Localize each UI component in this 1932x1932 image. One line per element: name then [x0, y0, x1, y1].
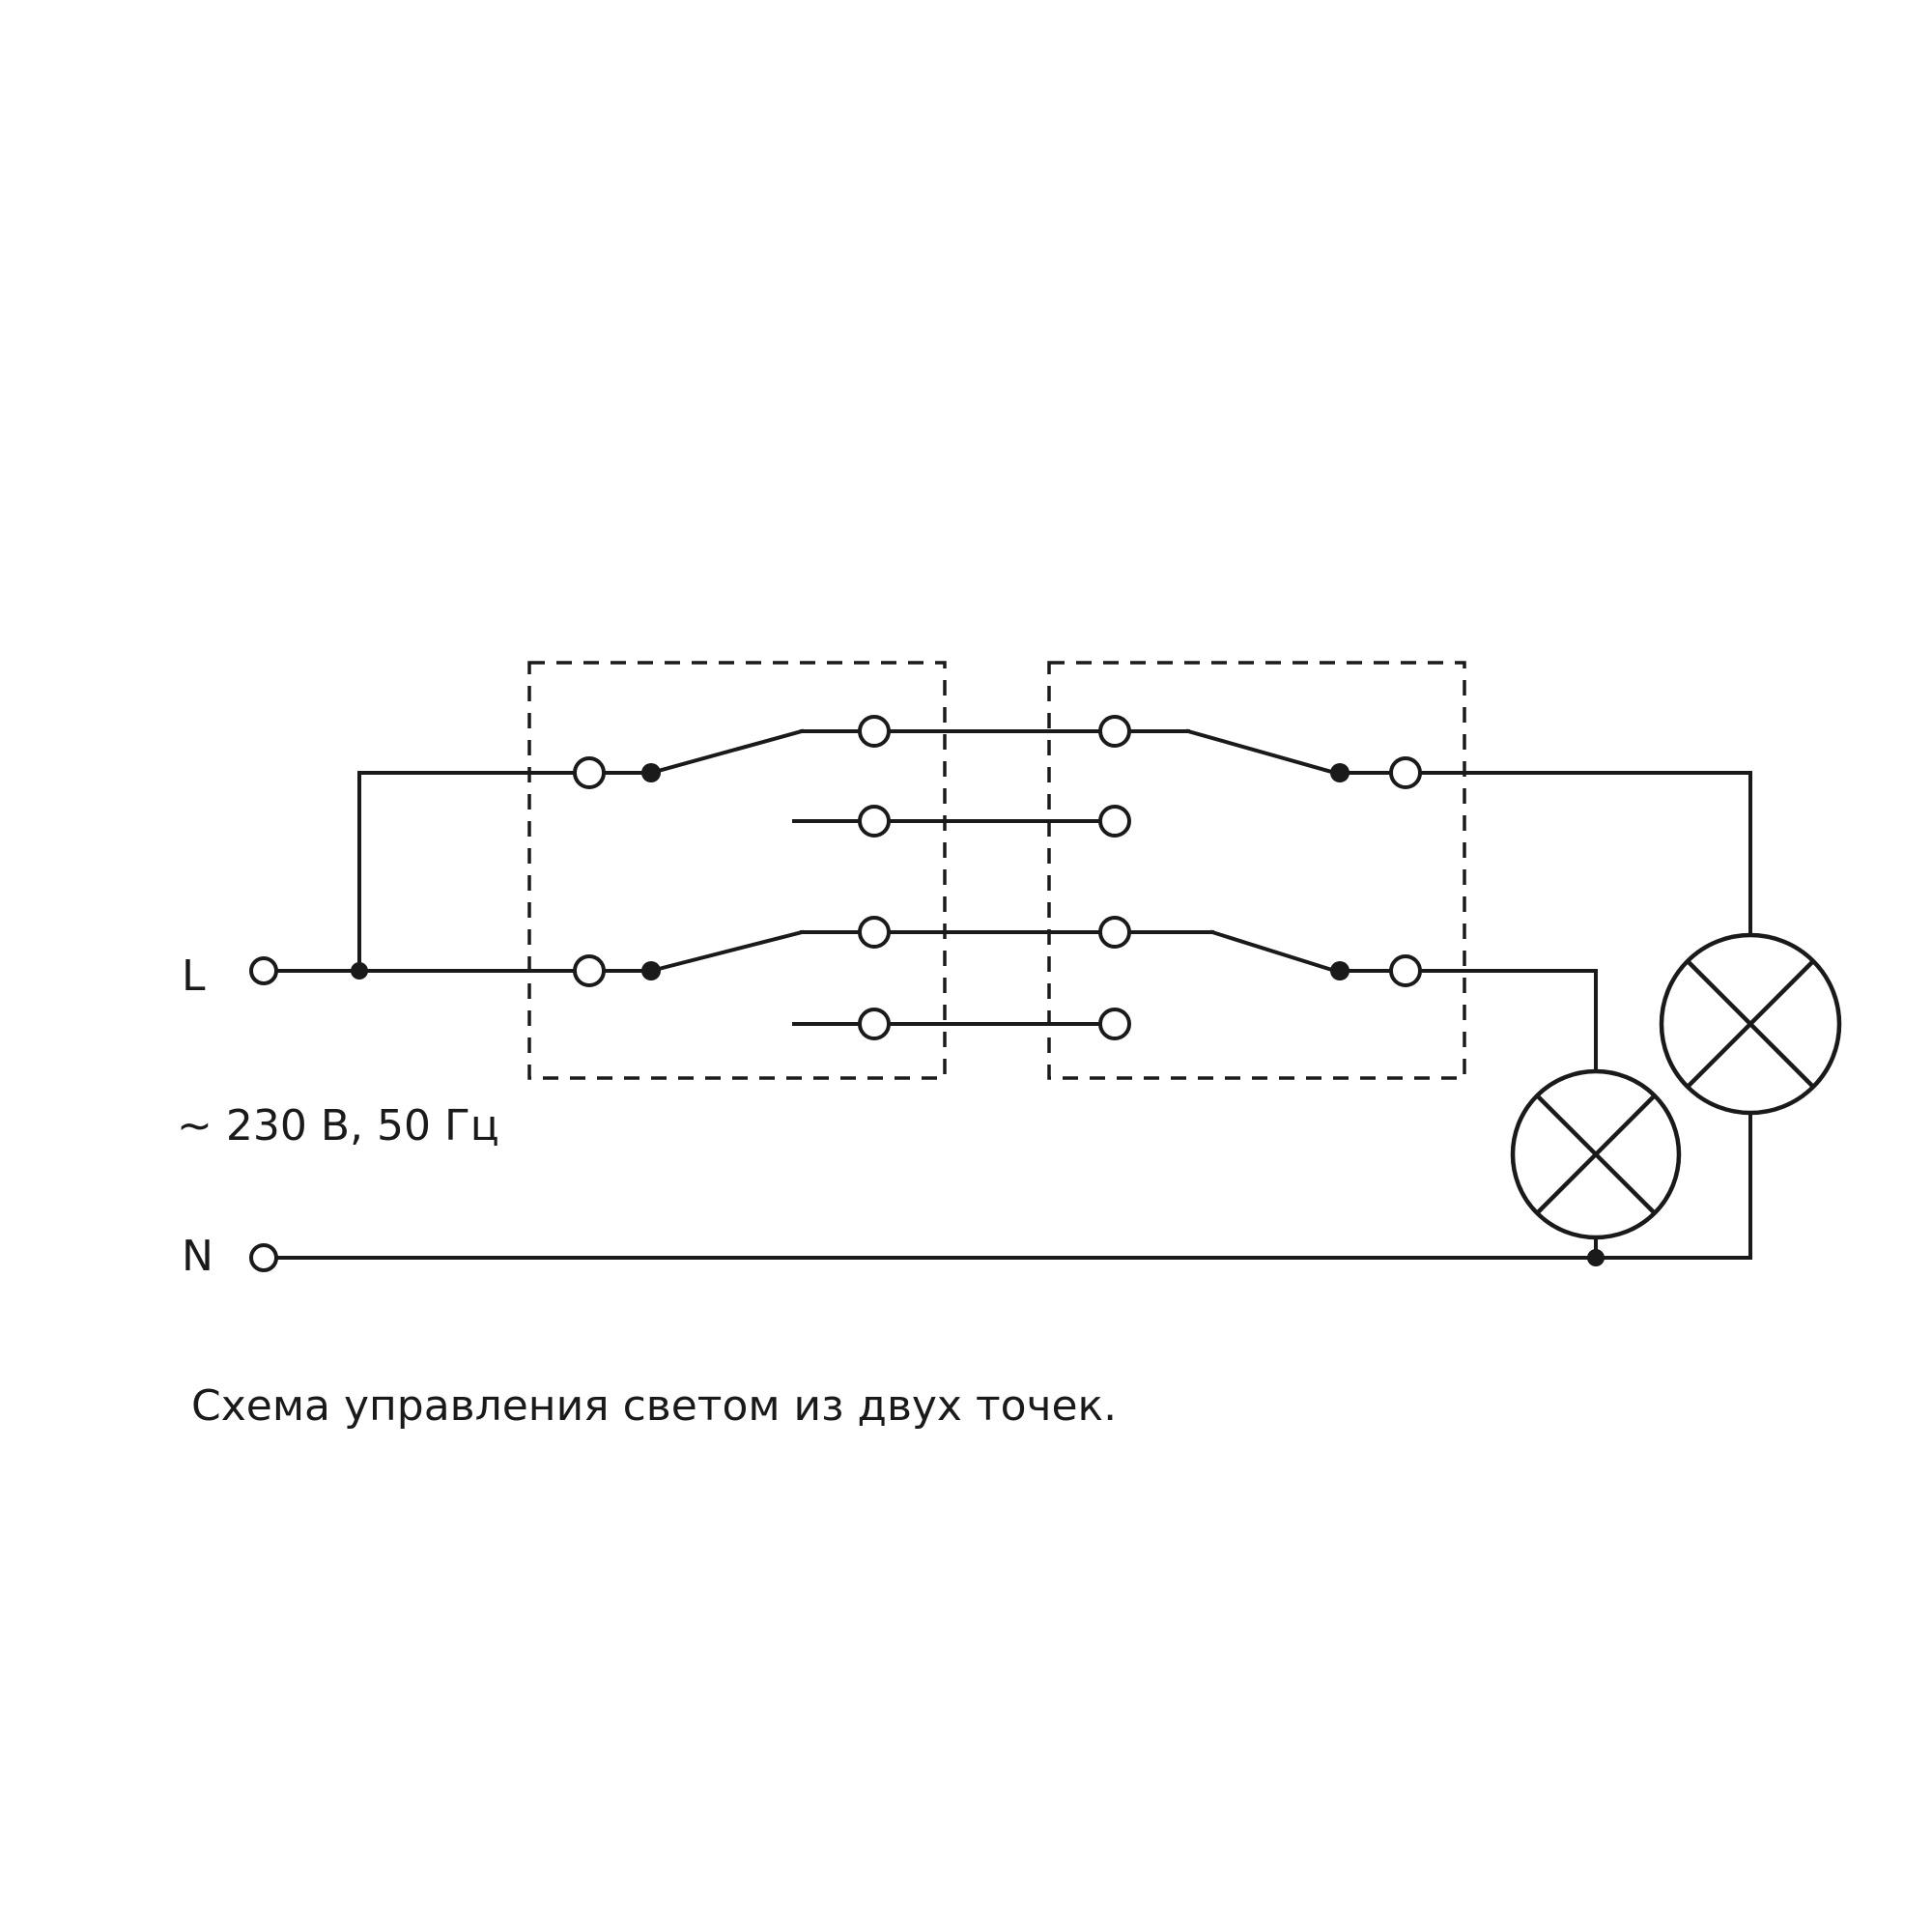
- switch-left-lower-common-terminal: [575, 956, 604, 985]
- terminal-N: [251, 1245, 276, 1270]
- supply-voltage-label: ~ 230 В, 50 Гц: [177, 1101, 499, 1151]
- switch-right-upper-traveler-b-terminal: [1100, 807, 1129, 836]
- switch-right-lower-traveler-a-terminal: [1100, 918, 1129, 947]
- terminal-label-L: L: [182, 952, 206, 1001]
- lamp-2: [1662, 935, 1839, 1113]
- figure-caption: Схема управления светом из двух точек.: [191, 1381, 1118, 1431]
- switch-right-lower: [1100, 918, 1596, 1070]
- switch-left-upper-traveler-a-terminal: [860, 717, 889, 746]
- switch-right-lower-traveler-b-terminal: [1100, 1009, 1129, 1038]
- switch-left-lower-traveler-b-terminal: [860, 1009, 889, 1038]
- switch-left-lower: [575, 918, 889, 1038]
- line-conductor: [275, 773, 578, 971]
- switch-right-upper: [1100, 717, 1750, 836]
- switch-left-upper: [575, 717, 889, 836]
- switch-left-upper-traveler-b-terminal: [860, 807, 889, 836]
- terminal-label-N: N: [182, 1232, 213, 1281]
- junction-dot-neutral: [1587, 1249, 1605, 1266]
- traveler-wires: [889, 731, 1100, 1024]
- switch-right-upper-common-terminal: [1391, 758, 1420, 787]
- switch-right-upper-traveler-a-terminal: [1100, 717, 1129, 746]
- lamp-1: [1513, 1071, 1679, 1258]
- switch-left-lower-traveler-a-terminal: [860, 918, 889, 947]
- junction-dot-line: [351, 962, 368, 980]
- switch-right-lower-common-terminal: [1391, 956, 1420, 985]
- terminal-L: [251, 958, 276, 983]
- switch-left-upper-common-terminal: [575, 758, 604, 787]
